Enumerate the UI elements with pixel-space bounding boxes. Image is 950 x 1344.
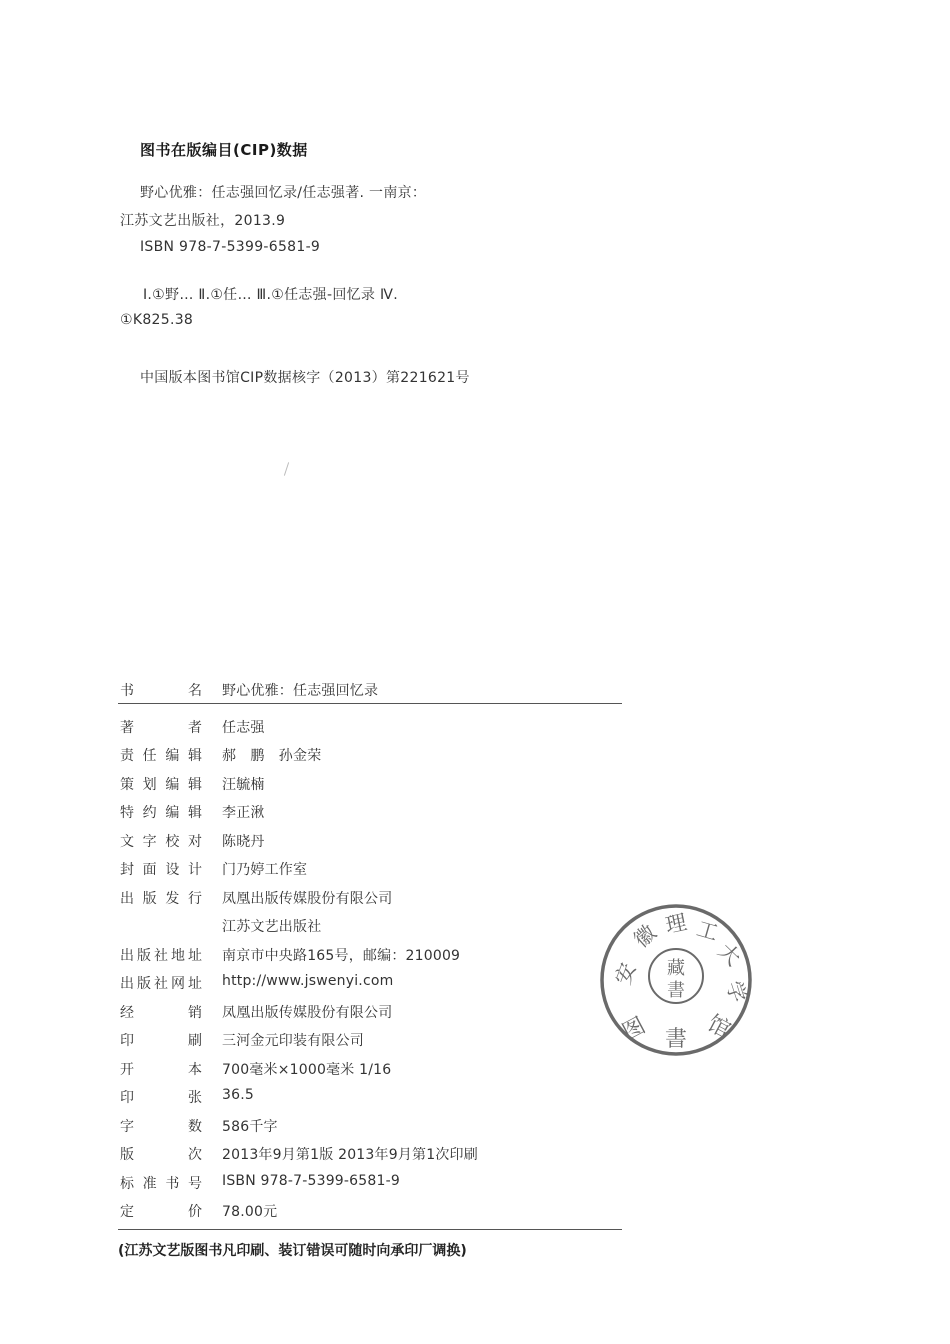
colophon-value: 李正湫	[222, 805, 265, 821]
colophon-value: ISBN 978-7-5399-6581-9	[222, 1173, 400, 1189]
colophon-value: 78.00元	[222, 1204, 278, 1220]
cip-line-isbn: ISBN 978-7-5399-6581-9	[140, 239, 321, 255]
colophon-value: 凤凰出版传媒股份有限公司	[222, 1005, 393, 1021]
seal-arc-char: 工	[693, 916, 721, 946]
colophon-value: 郝 鹏 孙金荣	[222, 748, 322, 764]
seal-bottom-char: 書	[664, 1027, 688, 1052]
seal-bottom-char: 馆	[703, 1011, 735, 1044]
cip-line-classification: ①K825.38	[120, 312, 194, 328]
cip-title: 图书在版编目(CIP)数据	[140, 141, 308, 159]
colophon-value: 700毫米×1000毫米 1/16	[222, 1062, 392, 1078]
colophon-value: 2013年9月第1版 2013年9月第1次印刷	[222, 1147, 478, 1163]
cip-line-publisher: 江苏文艺出版社，2013.9	[120, 213, 286, 229]
colophon-value: 汪毓楠	[222, 777, 265, 793]
colophon-value: 凤凰出版传媒股份有限公司	[222, 891, 393, 907]
colophon-label: 标准书号	[120, 1176, 202, 1192]
seal-arc-char: 徽	[629, 920, 661, 953]
colophon-label: 印张	[120, 1090, 202, 1106]
colophon-label: 特约编辑	[120, 805, 202, 821]
colophon-label: 书名	[120, 683, 202, 699]
colophon-bottom-rule	[118, 1229, 622, 1230]
colophon-value: 野心优雅：任志强回忆录	[222, 683, 379, 699]
colophon-value: 陈晓丹	[222, 834, 265, 850]
colophon-label: 开本	[120, 1062, 202, 1078]
colophon-label: 定价	[120, 1204, 202, 1220]
colophon-value: 三河金元印装有限公司	[222, 1033, 364, 1049]
seal-bottom-char: 图	[618, 1013, 650, 1046]
colophon-label: 出版社地址	[120, 948, 202, 964]
seal-center-char: 書	[667, 980, 685, 1001]
colophon-label: 著者	[120, 720, 202, 736]
colophon-label: 策划编辑	[120, 777, 202, 793]
colophon-label: 出版发行	[120, 891, 202, 907]
colophon-label: 字数	[120, 1119, 202, 1135]
stray-mark	[284, 462, 289, 476]
cip-record-note: 中国版本图书馆CIP数据核字（2013）第221621号	[140, 370, 470, 386]
colophon-value: 南京市中央路165号，邮编：210009	[222, 948, 461, 964]
colophon-label: 责任编辑	[120, 748, 202, 764]
colophon-label: 封面设计	[120, 862, 202, 878]
colophon-label: 文字校对	[120, 834, 202, 850]
colophon-label: 出版社网址	[120, 976, 202, 992]
cip-line-subjects: Ⅰ.①野… Ⅱ.①任… Ⅲ.①任志强-回忆录 Ⅳ.	[143, 287, 398, 303]
colophon-top-rule	[118, 703, 622, 704]
colophon-value: 36.5	[222, 1087, 254, 1103]
colophon-value: 586千字	[222, 1119, 278, 1135]
cip-line-title-author: 野心优雅：任志强回忆录/任志强著. 一南京：	[140, 185, 427, 201]
colophon-label: 经销	[120, 1005, 202, 1021]
colophon-label: 版次	[120, 1147, 202, 1163]
colophon-value: 江苏文艺出版社	[222, 919, 322, 935]
replacement-note: (江苏文艺版图书凡印刷、装订错误可随时向承印厂调换)	[118, 1243, 467, 1259]
seal-arc-char: 理	[663, 909, 689, 938]
colophon-value: 任志强	[222, 720, 265, 736]
library-seal-stamp	[598, 902, 754, 1058]
seal-arc-char: 安	[610, 959, 641, 988]
colophon-value: http://www.jswenyi.com	[222, 973, 394, 989]
colophon-label: 印刷	[120, 1033, 202, 1049]
seal-arc-char: 大	[713, 938, 746, 971]
colophon-value: 门乃婷工作室	[222, 862, 308, 878]
seal-center-char: 藏	[667, 958, 685, 979]
seal-arc-char: 学	[721, 977, 751, 1006]
